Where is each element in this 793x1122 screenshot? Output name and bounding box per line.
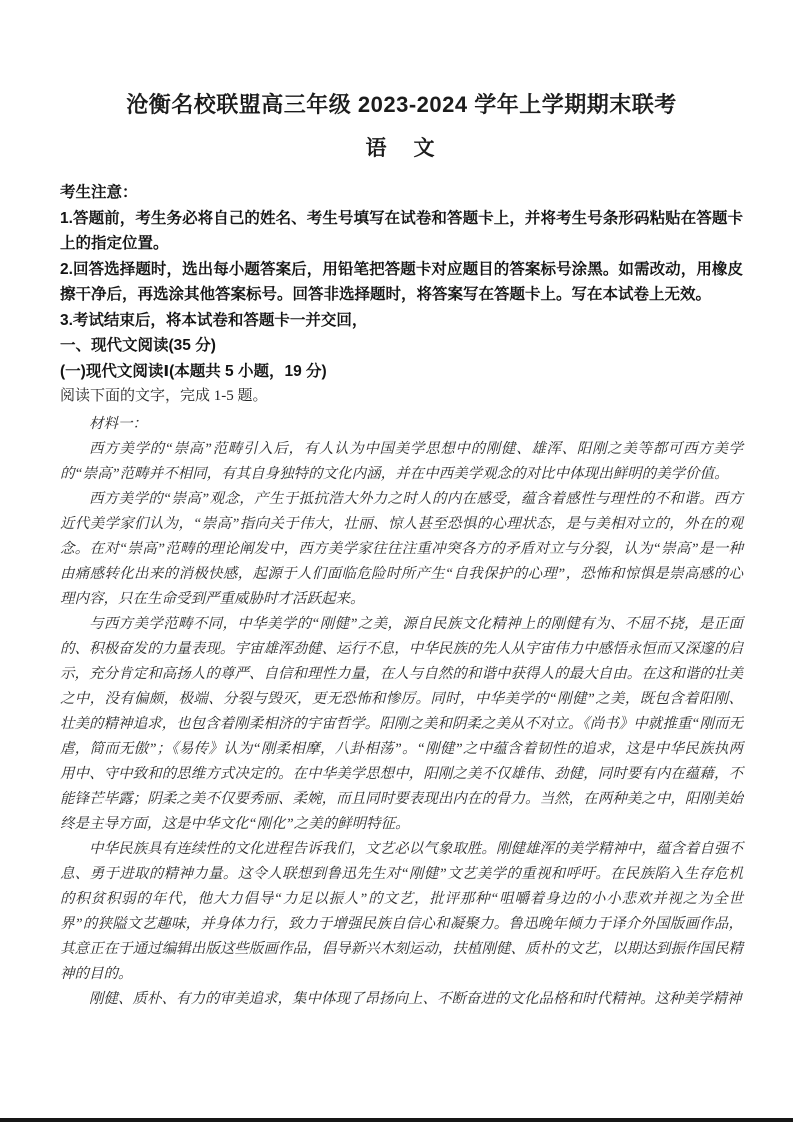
material-paragraph-5: 刚健、质朴、有力的审美追求，集中体现了昂扬向上、不断奋进的文化品格和时代精神。这种美学精神 xyxy=(89,990,742,1007)
material-paragraph-4: 中华民族具有连续性的文化进程告诉我们，文艺必以气象取胜。刚健雄浑的美学精神中，蕴含着自强不息、勇于进取的精神力量。这令人联想到鲁迅先生对“刚健”文艺美学的重视和呼吁。在民族陷入生存危机的积贫积弱的年代，他大力倡导“力足以振人”的文艺，批评那种“咀嚼着身边的小小悲欢并视之为全世界”的狭隘文艺趣味，并身体力行，致力于增强民族自信心和凝聚力。鲁迅晚年倾力于译介外国版画作品，其意正在于通过编辑出版这些版画作品，倡导新兴木刻运动，扶植刚健、质朴的文艺，以期达到振作国民精神的目的。 xyxy=(60,840,743,982)
material-paragraph-3: 与西方美学范畴不同，中华美学的“刚健”之美，源自民族文化精神上的刚健有为、不屈不挠，是正面的、积极奋发的力量表现。宇宙雄浑劲健、运行不息，中华民族的先人从宇宙伟力中感悟永恒而又深邃的启示，充分肯定和高扬人的尊严、自信和理性力量，在人与自然的和谐中获得人的最大自由。在这和谐的壮美之中，没有偏颇，极端、分裂与毁灭，更无恐怖和惨厉。同时，中华美学的“刚健”之美，既包含着阳刚、壮美的精神追求，也包含着刚柔相济的宇宙哲学。阳刚之美和阴柔之美从不对立。《尚书》中就推重“刚而无虐，简而无傲”；《易传》认为“刚柔相摩，八卦相荡”。“刚健”之中蕴含着韧性的追求，这是中华民族执两用中、守中致和的思维方式决定的。在中华美学思想中，阳刚之美不仅雄伟、劲健，同时要有内在蕴藉，不能锋芒毕露；阴柔之美不仅要秀丽、柔婉，而且同时要表现出内在的骨力。当然，在两种美之中，阳刚美始终是主导方面，这是中华文化“刚化”之美的鲜明特征。 xyxy=(60,615,743,832)
notice-item-2: 2.回答选择题时，选出每小题答案后，用铅笔把答题卡对应题目的答案标号涂黑。如需改动，用橡皮擦干净后，再选涂其他答案标号。回答非选择题时，将答案写在答题卡上。写在本试卷上无效。 xyxy=(60,260,743,303)
section-heading-modern-reading: 一、现代文阅读(35 分) xyxy=(60,337,216,354)
notice-item-1: 1.答题前，考生务必将自己的姓名、考生号填写在试卷和答题卡上，并将考生号条形码粘贴在答题卡上的指定位置。 xyxy=(60,209,743,252)
exam-subject: 语 文 xyxy=(365,137,438,160)
exam-title: 沧衡名校联盟高三年级 2023-2024 学年上学期期末联考 xyxy=(126,92,677,117)
scan-edge-artifact xyxy=(0,1118,793,1122)
notice-block xyxy=(60,180,743,410)
notice-heading: 考生注意： xyxy=(60,184,138,201)
material-label: 材料一： xyxy=(89,415,147,432)
subsection-heading-reading-1: (一)现代文阅读Ⅰ(本题共 5 小题，19 分) xyxy=(60,362,327,380)
material-paragraph-2: 西方美学的“崇高”观念，产生于抵抗浩大外力之时人的内在感受，蕴含着感性与理性的不和谐。西方近代美学家们认为，“崇高”指向关于伟大，壮丽、惊人甚至恐惧的心理状态，是与美相对立的，外在的观念。在对“崇高”范畴的理论阐发中，西方美学家往往注重冲突各方的矛盾对立与分裂，认为“崇高”是一种由痛感转化出来的消极快感，起源于人们面临危险时所产生“自我保护的心理”，恐怖和惊惧是崇高感的心理内容，只在生命受到严重威胁时才活跃起来。 xyxy=(60,490,743,607)
material-text-block xyxy=(60,412,743,1012)
reading-instruction: 阅读下面的文字，完成 1-5 题。 xyxy=(60,388,268,404)
material-paragraph-1: 西方美学的“崇高”范畴引入后，有人认为中国美学思想中的刚健、雄浑、阳刚之美等都可西方美学的“崇高”范畴并不相同，有其自身独特的文化内涵，并在中西美学观念的对比中体现出鲜明的美学价值。 xyxy=(60,440,743,482)
notice-item-3: 3.考试结束后，将本试卷和答题卡一并交回， xyxy=(60,311,368,329)
